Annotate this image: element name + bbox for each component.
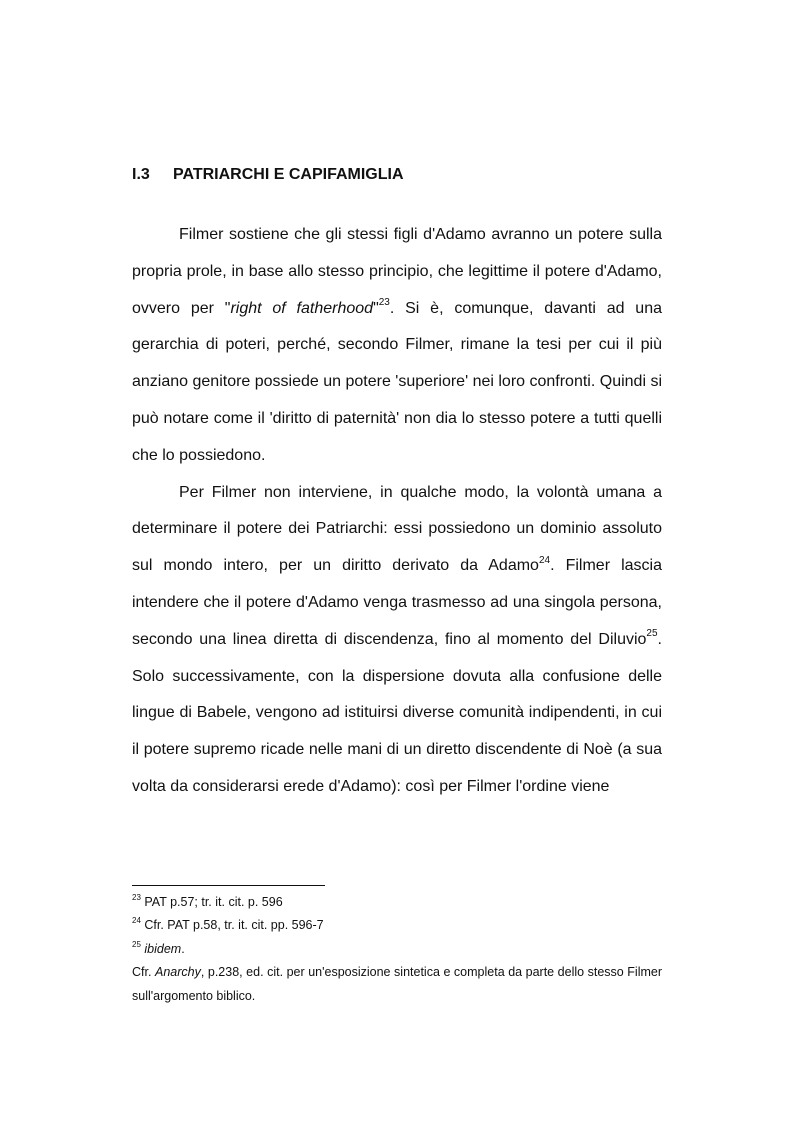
footnote-extra-italic: Anarchy: [155, 965, 201, 980]
footnote-25-italic: ibidem: [144, 941, 182, 956]
paragraph-1-text-a: Filmer sostiene che gli stessi figli d'Adamo avranno un potere sulla propria prole, in base allo stesso principio, che legittime il potere d'Adamo, ovvero per ": [132, 226, 662, 317]
footnote-mark-24: 24: [132, 916, 141, 926]
paragraph-2-text-a: Per Filmer non interviene, in qualche modo, la volontà umana a determinare il potere dei Patriarchi: essi possiedono un dominio assoluto sul mondo intero, per un diritto derivato da Adamo: [132, 483, 662, 575]
paragraph-1: [132, 217, 662, 475]
paragraph-2-text-b: . Filmer lascia intendere che il potere d'Adamo venga trasmesso ad una singola persona, secondo una linea diretta di discendenza, fino al momento del Diluvio: [132, 557, 662, 648]
section-heading: [132, 166, 404, 184]
paragraph-1-quote-close: ": [373, 299, 379, 317]
footnote-24-text: Cfr. PAT p.58, tr. it. cit. pp. 596-7: [140, 918, 324, 933]
footnote-separator: [132, 885, 325, 886]
footnote-extra-text-b: , p.238, ed. cit. per un'esposizione sintetica e completa da parte dello stesso Filmer sull'argomento biblico.: [132, 965, 663, 1003]
footnote-ref-25[interactable]: 25: [646, 628, 658, 640]
paragraph-2: [132, 475, 662, 806]
footnote-extra-text-a: Cfr.: [132, 965, 155, 980]
section-title: PATRIARCHI E CAPIFAMIGLIA: [173, 166, 404, 183]
footnote-23: [132, 891, 662, 914]
footnote-ref-23[interactable]: 23: [378, 297, 390, 309]
footnote-23-text: PAT p.57; tr. it. cit. p. 596: [140, 895, 283, 909]
footnote-mark-25: 25: [132, 939, 141, 949]
footnote-25-text-after: .: [181, 941, 185, 956]
footnotes: [132, 891, 662, 1008]
paragraph-2-text-c: . Solo successivamente, con la dispersione dovuta alla confusione delle lingue di Babele, vengono ad istituirsi diverse comunità indipendenti, in cui il potere supremo ricade nelle mani di un diretto discendente di Noè (a sua volta da considerarsi erede d'Adamo): così per Filmer l'ordine viene: [132, 630, 662, 795]
footnote-25: [132, 938, 662, 961]
footnote-24: [132, 914, 662, 937]
body-text: [132, 217, 662, 806]
paragraph-1-text-c: . Si è, comunque, davanti ad una gerarchia di poteri, perché, secondo Filmer, rimane la tesi per cui il più anziano genitore possiede un potere 'superiore' nei loro confronti. Quindi si può notare come il 'diritto di paternità' non dia lo stesso potere a tutti quelli che lo possiedono.: [132, 299, 663, 464]
section-number: I.3: [132, 166, 150, 183]
footnote-ref-24[interactable]: 24: [538, 554, 551, 566]
footnote-extra: [132, 961, 662, 1008]
footnote-mark-23: 23: [132, 892, 141, 902]
paragraph-1-italic-phrase: right of fatherhood: [230, 299, 374, 317]
